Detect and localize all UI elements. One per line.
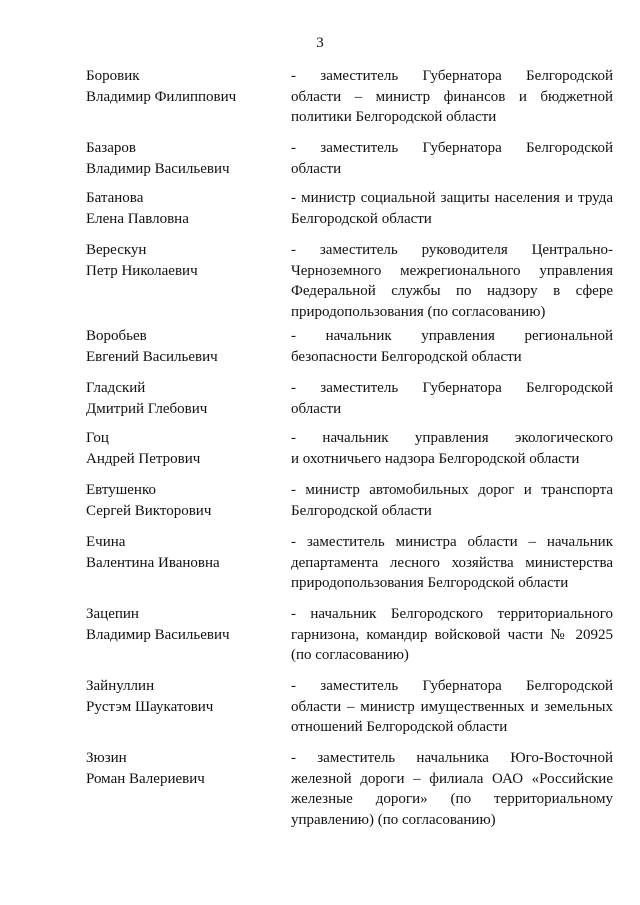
position-line: Федеральной службы по надзору в сфере	[291, 283, 613, 299]
position-line: Белгородской области	[291, 502, 432, 519]
list-item	[86, 748, 614, 838]
position-line: железные дороги» (по территориальному	[291, 791, 613, 807]
list-item	[86, 240, 614, 326]
person-name	[86, 378, 276, 419]
given-name: Владимир Васильевич	[86, 626, 230, 643]
person-name	[86, 326, 276, 367]
person-name	[86, 604, 276, 645]
surname: Боровик	[86, 68, 140, 84]
position-line: области – министр имущественных и земельных	[291, 698, 613, 715]
given-name: Евгений Васильевич	[86, 348, 218, 365]
list-item	[86, 604, 614, 676]
position-line: железной дороги – филиала ОАО «Российские	[291, 770, 613, 787]
surname: Верескун	[86, 242, 147, 258]
position-description	[291, 188, 613, 229]
position-line: управлению) (по согласованию)	[291, 811, 496, 828]
person-name	[86, 428, 276, 469]
person-name	[86, 188, 276, 229]
list-item	[86, 378, 614, 428]
list-item	[86, 188, 614, 240]
position-line: - заместитель министра области – начальник	[291, 534, 613, 550]
list-item	[86, 326, 614, 378]
surname: Воробьев	[86, 328, 147, 344]
surname: Гоц	[86, 430, 109, 446]
position-description	[291, 532, 613, 594]
given-name: Сергей Викторович	[86, 502, 212, 519]
given-name: Андрей Петрович	[86, 450, 201, 467]
position-description	[291, 748, 613, 830]
position-line: - начальник управления экологического	[291, 430, 613, 446]
person-name	[86, 138, 276, 179]
given-name: Роман Валериевич	[86, 770, 205, 787]
position-description	[291, 240, 613, 322]
given-name: Петр Николаевич	[86, 262, 198, 279]
list-item	[86, 532, 614, 604]
given-name: Владимир Филиппович	[86, 88, 237, 105]
position-line: области – министр финансов и бюджетной	[291, 88, 613, 105]
position-description	[291, 138, 613, 179]
given-name: Дмитрий Глебович	[86, 400, 208, 417]
position-line: природопользования Белгородской области	[291, 575, 569, 591]
given-name: Елена Павловна	[86, 210, 189, 227]
list-item	[86, 66, 614, 138]
given-name: Валентина Ивановна	[86, 554, 220, 571]
position-description	[291, 378, 613, 419]
position-line: Белгородской области	[291, 210, 432, 227]
surname: Гладский	[86, 380, 146, 396]
surname: Базаров	[86, 140, 136, 156]
position-line: области	[291, 400, 342, 417]
position-description	[291, 480, 613, 521]
given-name: Рустэм Шаукатович	[86, 698, 214, 715]
position-line: политики Белгородской области	[291, 109, 497, 125]
person-name	[86, 480, 276, 521]
person-name	[86, 66, 276, 107]
position-line: - заместитель руководителя Центрально-	[291, 242, 613, 258]
position-description	[291, 66, 613, 128]
given-name: Владимир Васильевич	[86, 160, 230, 177]
position-line: - начальник управления региональной	[291, 328, 613, 344]
person-name	[86, 532, 276, 573]
surname: Зюзин	[86, 750, 127, 766]
roster-list	[86, 66, 614, 838]
position-line: и охотничьего надзора Белгородской области	[291, 450, 580, 467]
position-description	[291, 676, 613, 738]
position-line: области	[291, 160, 342, 177]
surname: Зацепин	[86, 606, 139, 622]
surname: Зайнуллин	[86, 678, 155, 694]
list-item	[86, 138, 614, 188]
position-description	[291, 326, 613, 367]
position-description	[291, 428, 613, 469]
surname: Батанова	[86, 190, 144, 206]
position-line: безопасности Белгородской области	[291, 348, 522, 365]
position-line: - заместитель начальника Юго-Восточной	[291, 750, 613, 766]
position-line: - заместитель Губернатора Белгородской	[291, 140, 613, 156]
position-line: - министр социальной защиты населения и труда	[291, 190, 613, 206]
position-line: - заместитель Губернатора Белгородской	[291, 380, 613, 396]
person-name	[86, 240, 276, 281]
position-line: (по согласованию)	[291, 647, 409, 663]
position-line: - начальник Белгородского территориального	[291, 606, 613, 622]
position-line: отношений Белгородской области	[291, 719, 508, 735]
position-line: - заместитель Губернатора Белгородской	[291, 678, 613, 694]
position-line: - заместитель Губернатора Белгородской	[291, 68, 613, 84]
list-item	[86, 480, 614, 532]
position-line: природопользования (по согласованию)	[291, 303, 546, 320]
position-line: гарнизона, командир войсковой части № 20925	[291, 626, 613, 643]
person-name	[86, 676, 276, 717]
position-line: - министр автомобильных дорог и транспорта	[291, 482, 613, 498]
list-item	[86, 676, 614, 748]
page-number: 3	[316, 35, 324, 51]
person-name	[86, 748, 276, 789]
position-line: департамента лесного хозяйства министерства	[291, 554, 613, 571]
surname: Евтушенко	[86, 482, 156, 498]
list-item	[86, 428, 614, 480]
position-line: Черноземного межрегионального управления	[291, 262, 613, 279]
surname: Ечина	[86, 534, 126, 550]
position-description	[291, 604, 613, 666]
